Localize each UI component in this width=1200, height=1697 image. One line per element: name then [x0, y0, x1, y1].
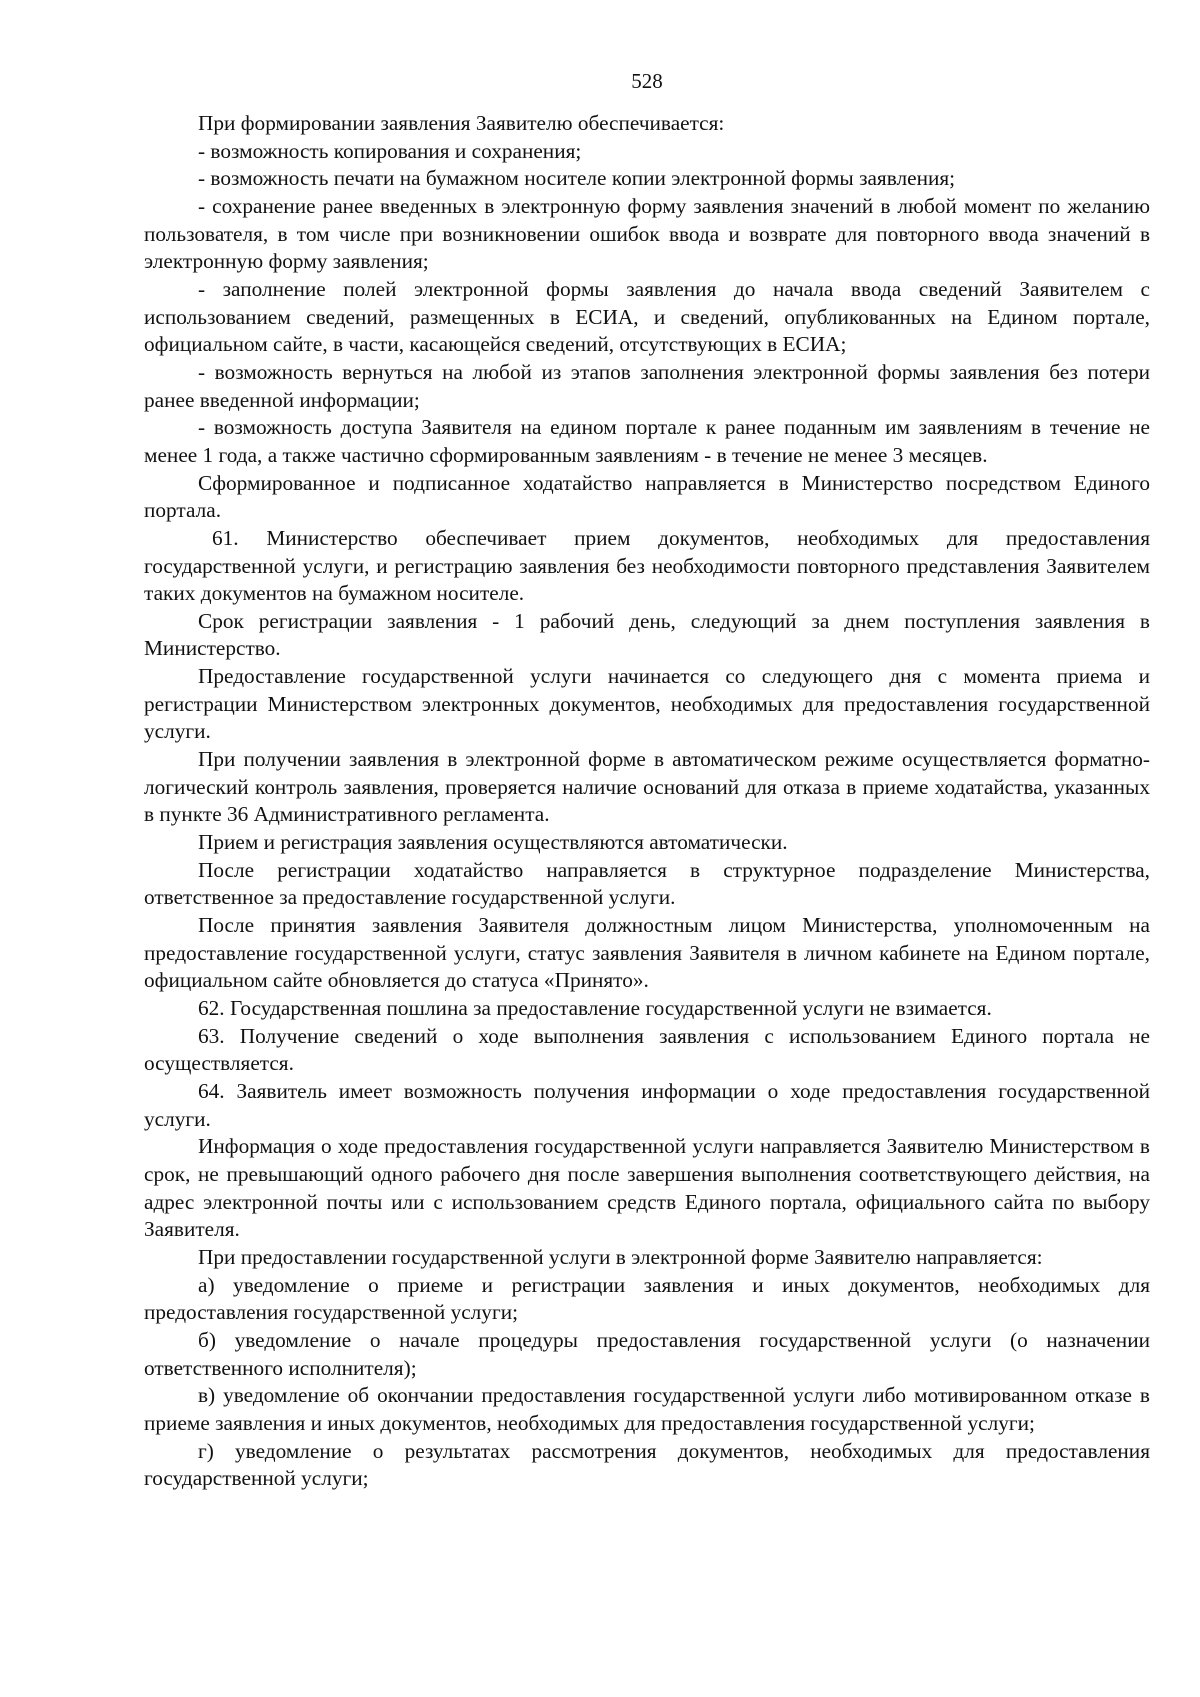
paragraph: Информация о ходе предоставления государственной услуги направляется Заявителю Министерством в срок, не превышающий одного рабочего дня после завершения выполнения соответствующего действия, на адрес электронной почты или с использованием средств Единого портала, официального сайта по выбору Заявителя. — [144, 1134, 1150, 1242]
paragraph-section-64: 64. Заявитель имеет возможность получения информации о ходе предоставления государственной услуги. — [144, 1078, 1150, 1131]
paragraph: При получении заявления в электронной форме в автоматическом режиме осуществляется форматно-логический контроль заявления, проверяется наличие оснований для отказа в приеме ходатайства, указанных в пункте 36 Административного регламента. — [144, 747, 1150, 827]
paragraph: При предоставлении государственной услуги в электронной форме Заявителю направляется: — [198, 1244, 1043, 1269]
paragraph-section-63: 63. Получение сведений о ходе выполнения заявления с использованием Единого портала не осуществляется. — [144, 1023, 1150, 1076]
list-item-d: г) уведомление о результатах рассмотрения документов, необходимых для предоставления государственной услуги; — [144, 1438, 1150, 1491]
paragraph: - возможность доступа Заявителя на едином портале к ранее поданным им заявлениям в течение не менее 1 года, а также частично сформированным заявлениям - в течение не менее 3 месяцев. — [144, 415, 1150, 467]
paragraph: После регистрации ходатайство направляется в структурное подразделение Министерства, ответственное за предоставление государственной услуги. — [144, 857, 1150, 910]
paragraph-section-61: 61. Министерство обеспечивает прием документов, необходимых для предоставления государственной услуги, и регистрацию заявления без необходимости повторного представления Заявителем таких документов на бумажном носителе. — [144, 525, 1150, 606]
paragraph: Прием и регистрация заявления осуществляются автоматически. — [198, 830, 788, 855]
list-item-a: а) уведомление о приеме и регистрации заявления и иных документов, необходимых для предоставления государственной услуги; — [144, 1272, 1150, 1325]
paragraph: - заполнение полей электронной формы заявления до начала ввода сведений Заявителем с использованием сведений, размещенных в ЕСИА, и сведений, опубликованных на Едином портале, официальном сайте, в части, касающейся сведений, отсутствующих в ЕСИА; — [144, 276, 1150, 357]
paragraph: Срок регистрации заявления - 1 рабочий день, следующий за днем поступления заявления в Министерство. — [144, 608, 1150, 661]
document-page — [144, 68, 1150, 1493]
paragraph: - возможность печати на бумажном носителе копии электронной формы заявления; — [198, 166, 956, 191]
paragraph: Предоставление государственной услуги начинается со следующего дня с момента приема и регистрации Министерством электронных документов, необходимых для предоставления государственной услуги. — [144, 664, 1150, 744]
list-item-c: в) уведомление об окончании предоставления государственной услуги либо мотивированном отказе в приеме заявления и иных документов, необходимых для предоставления государственной услуги; — [144, 1383, 1150, 1435]
paragraph-section-62: 62. Государственная пошлина за предоставление государственной услуги не взимается. — [198, 996, 992, 1020]
paragraph: - возможность вернуться на любой из этапов заполнения электронной формы заявления без потери ранее введенной информации; — [144, 359, 1150, 412]
paragraph: После принятия заявления Заявителя должностным лицом Министерства, уполномоченным на предоставление государственной услуги, статус заявления Заявителя в личном кабинете на Едином портале, официальном сайте обновляется до статуса «Принято». — [144, 913, 1150, 993]
paragraph: - сохранение ранее введенных в электронную форму заявления значений в любой момент по желанию пользователя, в том числе при возникновении ошибок ввода и возврате для повторного ввода значений в электронную форму заявления; — [144, 193, 1150, 274]
paragraph: При формировании заявления Заявителю обеспечивается: — [198, 111, 725, 135]
page-number: 528 — [631, 69, 663, 93]
paragraph: Сформированное и подписанное ходатайство направляется в Министерство посредством Единого портала. — [144, 470, 1150, 523]
paragraph: - возможность копирования и сохранения; — [198, 138, 582, 163]
document-body — [144, 110, 1150, 1493]
list-item-b: б) уведомление о начале процедуры предоставления государственной услуги (о назначении ответственного исполнителя); — [144, 1327, 1150, 1380]
